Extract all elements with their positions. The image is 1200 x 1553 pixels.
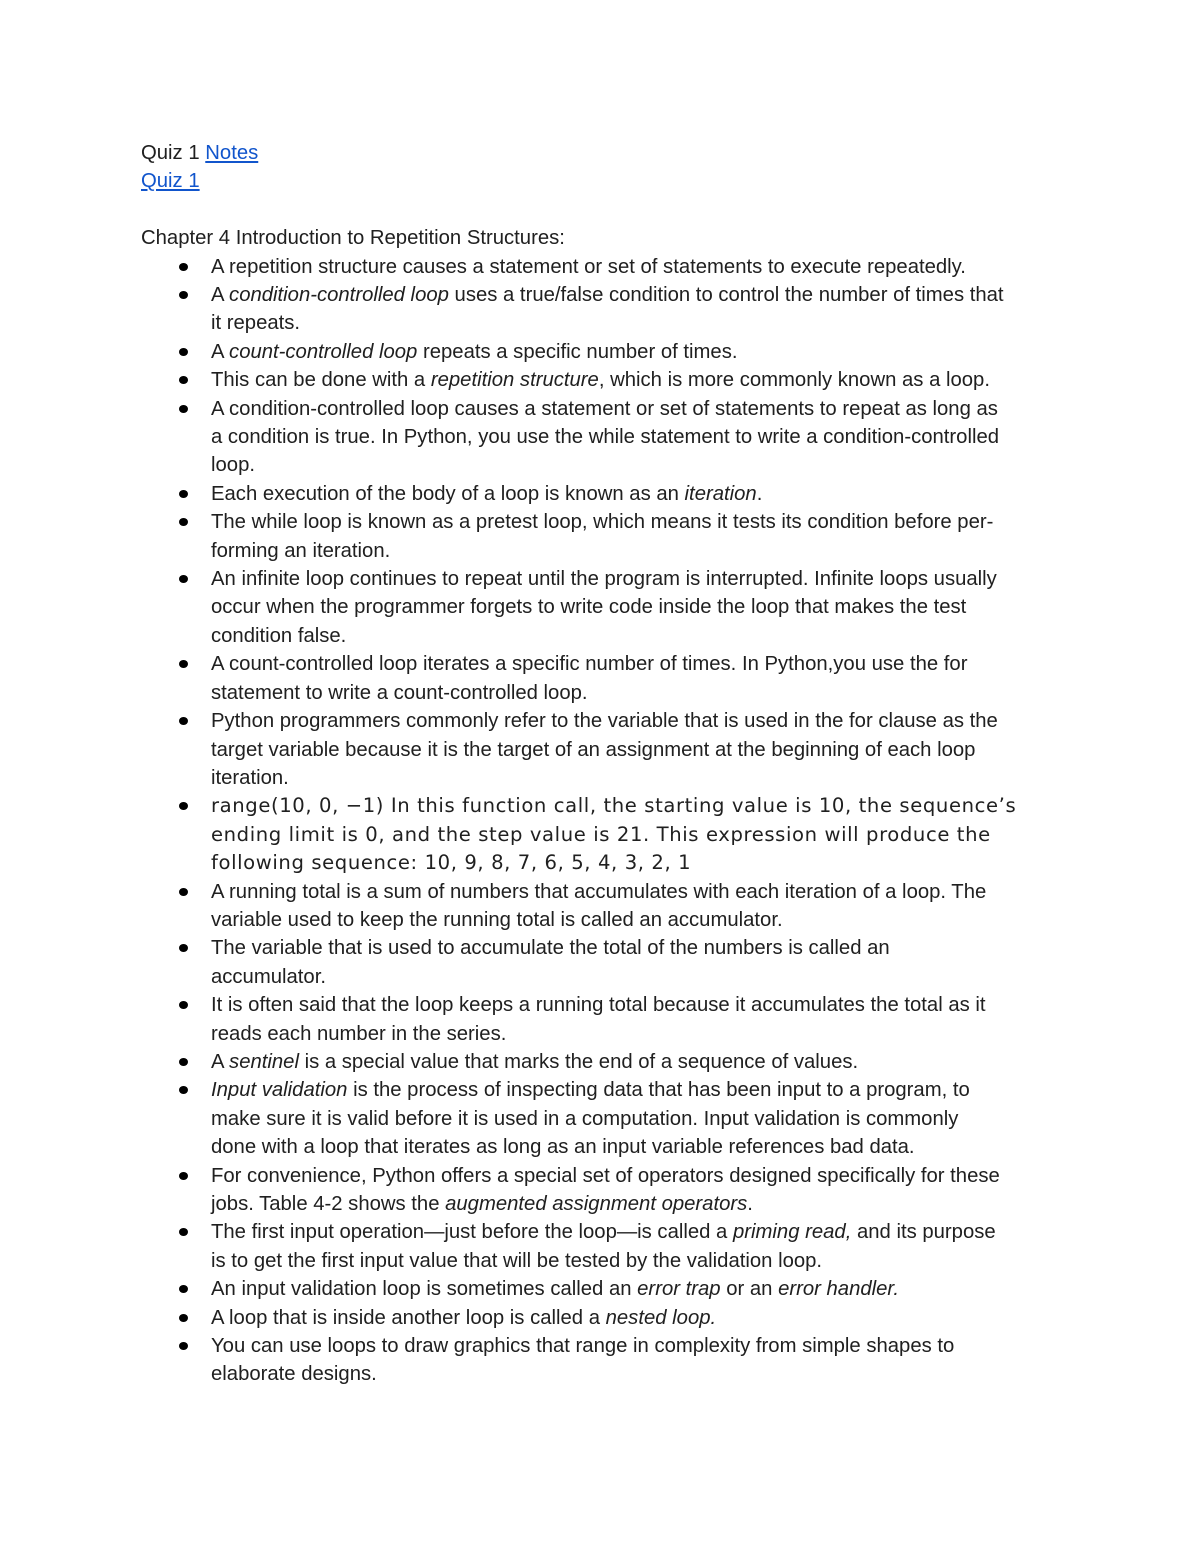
bullet-text: This can be done with a [211, 369, 431, 392]
bullet-item [141, 1076, 1071, 1161]
bullet-dot-icon [179, 1086, 188, 1094]
bullet-dot-icon [179, 575, 188, 583]
bullet-text: Python programmers commonly refer to the variable that is used in the for clause as the [211, 710, 998, 733]
bullet-dot-icon [179, 802, 188, 810]
bullet-text: accumulator. [211, 965, 326, 988]
bullet-list [141, 253, 1071, 1389]
bullet-item [141, 934, 1071, 991]
bullet-dot-icon [179, 944, 188, 952]
bullet-text: iteration. [211, 766, 289, 789]
bullet-text: . [747, 1193, 753, 1216]
bullet-text: The variable that is used to accumulate the total of the numbers is called an [211, 937, 890, 960]
bullet-dot-icon [179, 490, 188, 498]
italic-term: priming read, [732, 1221, 852, 1244]
bullet-text: , which is more commonly known as a loop. [598, 369, 990, 392]
bullet-text: occur when the programmer forgets to write code inside the loop that makes the test [211, 596, 967, 619]
bullet-text: A [211, 284, 230, 307]
bullet-text: Each execution of the body of a loop is known as an [211, 482, 685, 505]
bullet-text: It is often said that the loop keeps a running total because it accumulates the total as it [211, 994, 986, 1017]
bullet-dot-icon [179, 1228, 188, 1236]
bullet-dot-icon [179, 376, 188, 384]
bullet-text: A condition-controlled loop causes a statement or set of statements to repeat as long as [211, 397, 998, 420]
bullet-text: elaborate designs. [211, 1363, 377, 1386]
bullet-item [141, 1332, 1071, 1389]
bullet-text: is the process of inspecting data that has been input to a program, to [347, 1079, 970, 1102]
bullet-dot-icon [179, 1001, 188, 1009]
italic-term: count-controlled loop [229, 340, 418, 363]
bullet-item [141, 480, 1071, 508]
bullet-dot-icon [179, 1058, 188, 1066]
italic-term: sentinel [229, 1050, 299, 1073]
quiz-label: Quiz 1 [141, 142, 206, 164]
bullet-item [141, 707, 1071, 792]
bullet-item [141, 508, 1071, 565]
bullet-item [141, 366, 1071, 394]
bullet-item [141, 792, 1071, 877]
bullet-text: A running total is a sum of numbers that accumulates with each iteration of a loop. The [211, 880, 987, 903]
bullet-text: a condition is true. In Python, you use the while statement to write a condition-controlled [211, 426, 1000, 449]
italic-term: nested loop. [605, 1306, 717, 1329]
bullet-dot-icon [179, 263, 188, 271]
bullet-item [141, 991, 1071, 1048]
bullet-item [141, 878, 1071, 935]
italic-term: error handler. [778, 1278, 900, 1301]
bullet-item [141, 1304, 1071, 1332]
document-page [141, 139, 1071, 1389]
bullet-text: ending limit is 0, and the step value is 21. This expression will produce the [211, 822, 991, 846]
bullet-text: For convenience, Python offers a special set of operators designed specifically for these [211, 1164, 1000, 1187]
bullet-dot-icon [179, 1285, 188, 1293]
notes-link[interactable]: Notes [205, 142, 259, 164]
bullet-text: The while loop is known as a pretest loop, which means it tests its condition before per- [211, 511, 994, 534]
bullet-item [141, 1048, 1071, 1076]
bullet-text: jobs. Table 4-2 shows the [211, 1193, 446, 1216]
bullet-text: . [756, 482, 763, 505]
bullet-item [141, 565, 1071, 650]
bullet-text: or an [720, 1278, 779, 1301]
bullet-text: done with a loop that iterates as long as an input variable references bad data. [211, 1136, 915, 1159]
bullet-item [141, 253, 1071, 281]
bullet-text: range(10, 0, −1) In this function call, the starting value is 10, the sequence’s [211, 794, 1017, 818]
bullet-text: variable used to keep the running total is called an accumulator. [211, 908, 783, 931]
bullet-item [141, 395, 1071, 480]
bullet-text: The first input operation—just before the loop—is called a [211, 1221, 733, 1244]
italic-term: condition-controlled loop [229, 284, 449, 307]
bullet-dot-icon [179, 660, 188, 668]
bullet-item [141, 650, 1071, 707]
bullet-text: it repeats. [211, 312, 301, 335]
bullet-text: An infinite loop continues to repeat until the program is interrupted. Infinite loops usually [211, 568, 997, 591]
bullet-text: A loop that is inside another loop is called a [211, 1306, 606, 1329]
bullet-dot-icon [179, 291, 188, 299]
bullet-text: make sure it is valid before it is used in a computation. Input validation is commonly [211, 1107, 959, 1130]
italic-term: augmented assignment operators [445, 1193, 748, 1216]
bullet-text: loop. [211, 454, 255, 477]
bullet-text: following sequence: 10, 9, 8, 7, 6, 5, 4, 3, 2, 1 [211, 851, 692, 875]
bullet-dot-icon [179, 1314, 188, 1322]
bullet-item [141, 1162, 1071, 1219]
bullet-text: repeats a specific number of times. [417, 340, 738, 363]
bullet-dot-icon [179, 888, 188, 896]
blank-line [141, 196, 1071, 224]
quiz-notes-line [141, 139, 1071, 167]
italic-term: iteration [684, 482, 757, 505]
italic-term: error trap [637, 1278, 721, 1301]
bullet-text: condition false. [211, 624, 347, 647]
bullet-item [141, 281, 1071, 338]
bullet-text: and its purpose [851, 1221, 996, 1244]
bullet-item [141, 1218, 1071, 1275]
bullet-item [141, 338, 1071, 366]
bullet-text: statement to write a count-controlled loop. [211, 681, 588, 704]
bullet-text: reads each number in the series. [211, 1022, 507, 1045]
bullet-text: forming an iteration. [211, 539, 391, 562]
bullet-dot-icon [179, 405, 188, 413]
bullet-item [141, 1275, 1071, 1303]
bullet-dot-icon [179, 1342, 188, 1350]
quiz-link[interactable]: Quiz 1 [141, 170, 200, 193]
bullet-dot-icon [179, 348, 188, 356]
quiz-link-line [141, 167, 1071, 195]
bullet-text: A [211, 1050, 230, 1073]
bullet-text: is to get the first input value that will be tested by the validation loop. [211, 1249, 823, 1272]
chapter-title: Chapter 4 Introduction to Repetition Structures: [141, 227, 565, 250]
bullet-text: You can use loops to draw graphics that range in complexity from simple shapes to [211, 1335, 955, 1358]
italic-term: Input validation [211, 1079, 348, 1102]
bullet-text: target variable because it is the target of an assignment at the beginning of each loop [211, 738, 976, 761]
bullet-dot-icon [179, 1172, 188, 1180]
bullet-text: is a special value that marks the end of a sequence of values. [298, 1050, 859, 1073]
bullet-text: A [211, 340, 230, 363]
bullet-dot-icon [179, 717, 188, 725]
bullet-dot-icon [179, 518, 188, 526]
bullet-text: A repetition structure causes a statement or set of statements to execute repeatedly. [211, 255, 966, 278]
bullet-text: uses a true/false condition to control the number of times that [448, 284, 1004, 307]
italic-term: repetition structure [430, 369, 599, 392]
bullet-text: A count-controlled loop iterates a specific number of times. In Python,you use the for [211, 653, 968, 676]
bullet-text: An input validation loop is sometimes called an [211, 1278, 638, 1301]
